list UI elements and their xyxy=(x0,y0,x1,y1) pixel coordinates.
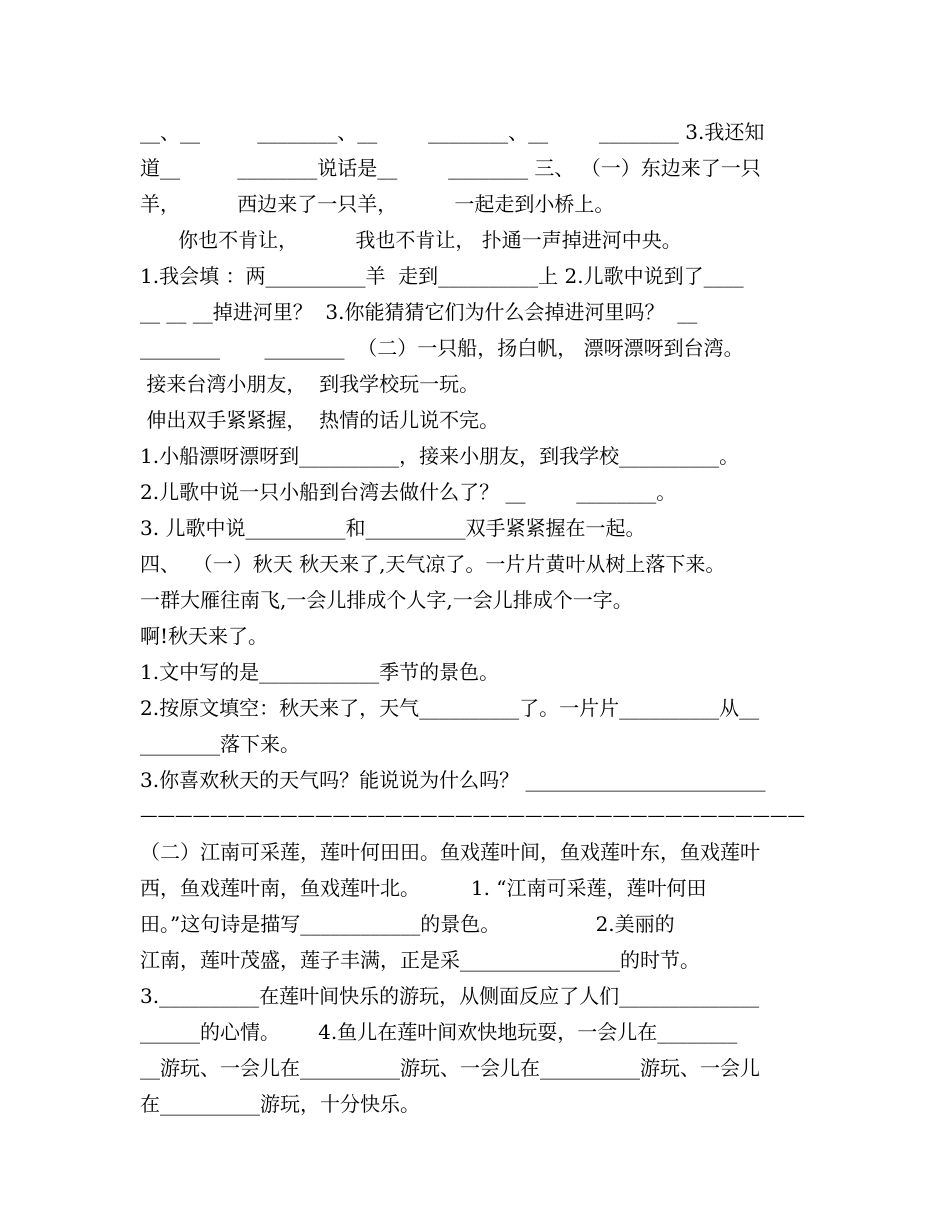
text-line: —————————————————————————————————————— xyxy=(140,806,805,826)
text-line: （二）江南可采莲，莲叶何田田。鱼戏莲叶间，鱼戏莲叶东，鱼戏莲叶 xyxy=(140,840,760,864)
text-line: 田。”这句诗是描写____________的景色。 2.美丽的 xyxy=(140,912,675,936)
text-line: 3.你喜欢秋天的天气吗？能说说为什么吗？ ________________________ xyxy=(140,768,766,792)
text-line: 道__ ________说话是__ ________ 三、 （一）东边来了一只 xyxy=(140,156,761,180)
text-line: 2.按原文填空：秋天来了，天气__________了。一片片__________从__ xyxy=(140,696,760,720)
text-line: 2.儿歌中说一只小船到台湾去做什么了？ __ ________。 xyxy=(140,480,677,504)
text-line: 1.小船漂呀漂呀到__________，接来小朋友，到我学校__________。 xyxy=(140,444,740,468)
text-line: __游玩、一会儿在__________游玩、一会儿在__________游玩、一会儿 xyxy=(140,1056,760,1080)
text-line: 啊!秋天来了。 xyxy=(140,624,269,648)
text-line: 羊， 西边来了一只羊， 一起走到小桥上。 xyxy=(140,192,615,216)
text-line: 1.我会填 ：两__________羊 走到__________上 2.儿歌中说到了____ xyxy=(140,264,744,288)
text-line: 四、 （一）秋天 秋天来了,天气凉了。一片片黄叶从树上落下来。 xyxy=(140,552,726,576)
text-line: ________落下来。 xyxy=(140,732,300,756)
text-line: 江南，莲叶茂盛，莲子丰满，正是采________________的时节。 xyxy=(140,948,700,972)
text-line: 一群大雁往南飞,一会儿排成个人字,一会儿排成个一字。 xyxy=(140,588,633,612)
text-line: ________ ________ （二）一只船，扬白帆， 漂呀漂呀到台湾。 xyxy=(140,336,744,360)
text-line: 3.__________在莲叶间快乐的游玩，从侧面反应了人们______________ xyxy=(140,984,760,1008)
text-line: __ __ __掉进河里？ 3.你能猜猜它们为什么会掉进河里吗？ __ xyxy=(140,300,698,324)
text-line: 西，鱼戏莲叶南，鱼戏莲叶北。 1. “江南可采莲，莲叶何田 xyxy=(140,876,707,900)
text-line: 3. 儿歌中说__________和__________双手紧紧握在一起。 xyxy=(140,516,646,540)
text-line: 1.文中写的是____________季节的景色。 xyxy=(140,660,500,684)
text-line: 你也不肯让， 我也不肯让， 扑通一声掉进河中央。 xyxy=(140,228,682,252)
text-line: 在__________游玩，十分快乐。 xyxy=(140,1092,420,1116)
text-line: ______的心情。 4.鱼儿在莲叶间欢快地玩耍，一会儿在________ xyxy=(140,1020,738,1044)
text-line: 伸出双手紧紧握， 热情的话儿说不完。 xyxy=(140,408,500,432)
text-line: __、__ ________、__ ________、__ ________ 3.我还知 xyxy=(140,120,765,144)
text-line: 接来台湾小朋友， 到我学校玩一玩。 xyxy=(140,372,480,396)
